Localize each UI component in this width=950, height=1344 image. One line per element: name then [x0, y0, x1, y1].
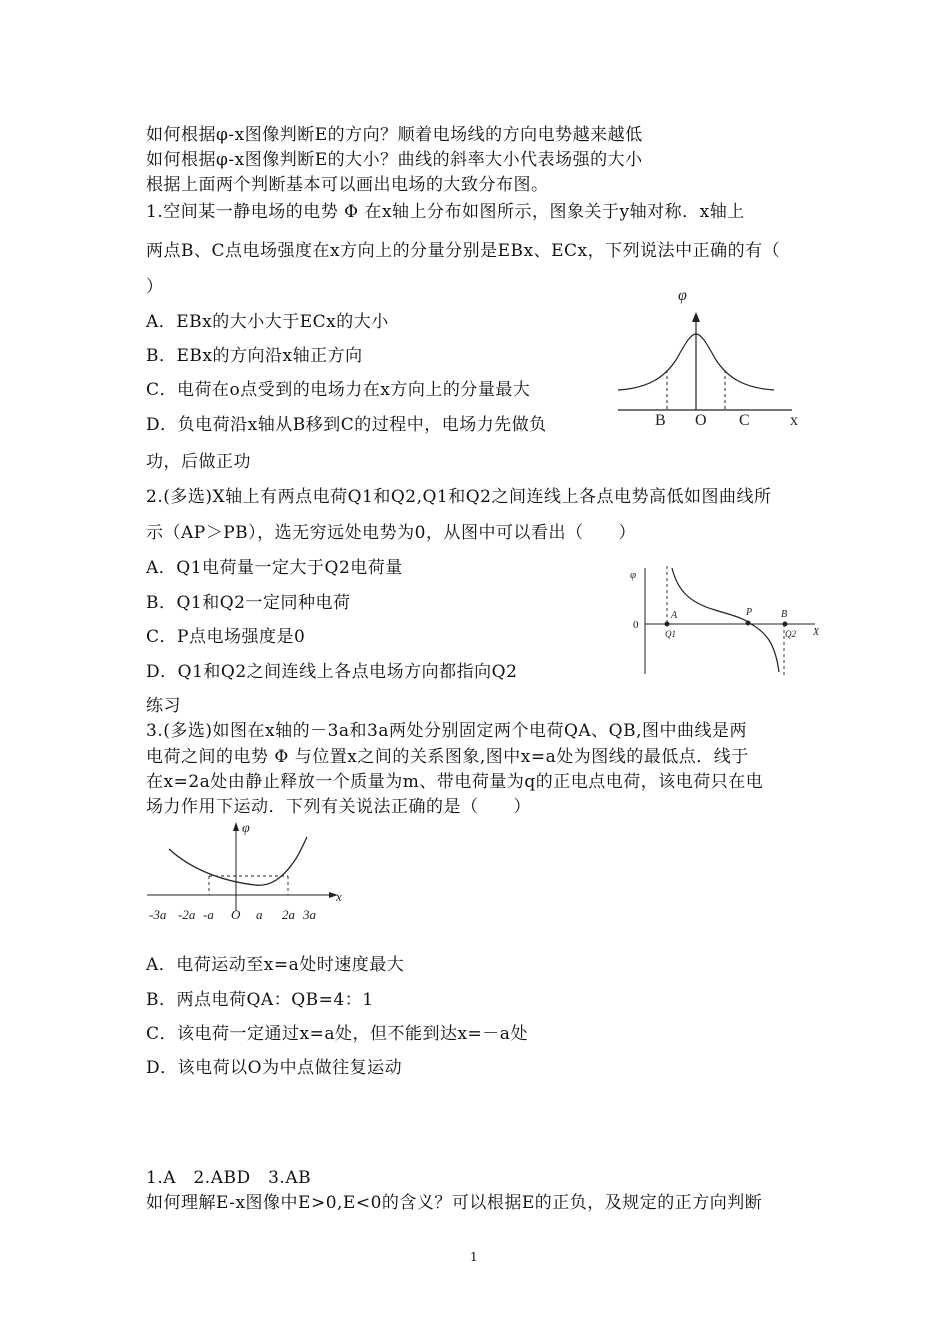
q3-label-x: x: [336, 889, 342, 904]
q2-curve: [672, 568, 779, 672]
q2-label-a: A: [671, 610, 678, 621]
q3-tick-neg2a: -2a: [178, 907, 196, 922]
q2-label-p: P: [746, 607, 753, 618]
q3-stem-4: 场力作用下运动．下列有关说法正确的是（ ）: [146, 797, 531, 817]
q2-label-q2: Q2: [785, 629, 796, 639]
q1-potential-figure: [608, 282, 808, 432]
q1-y-arrow: [692, 312, 700, 322]
q2-stem-2: 示（AP＞PB），选无穷远处电势为0，从图中可以看出（ ）: [146, 523, 636, 543]
q3-curve: [169, 837, 307, 885]
q2-option-b: B．Q1和Q2一定同种电荷: [146, 593, 351, 613]
q3-option-a: A．电荷运动至x=a处时速度最大: [146, 955, 405, 975]
q2-potential-figure: [625, 562, 825, 680]
q1-stem-3: ）: [146, 277, 164, 297]
q3-tick-3a: 3a: [303, 907, 316, 922]
q1-option-d-cont: 功，后做正功: [146, 452, 251, 472]
q3-tick-2a: 2a: [282, 907, 295, 922]
q1-label-o: O: [695, 412, 707, 429]
q3-tick-o: O: [231, 907, 241, 922]
q2-option-c: C．P点电场强度是0: [146, 627, 306, 647]
q3-stem-2: 电荷之间的电势 Φ 与位置x之间的关系图象,图中x=a处为图线的最低点．线于: [146, 747, 749, 767]
practice-heading: 练习: [146, 696, 181, 716]
q2-label-x: X: [813, 627, 820, 638]
q3-option-d: D．该电荷以O为中点做往复运动: [146, 1058, 403, 1078]
q1-option-d: D．负电荷沿x轴从B移到C的过程中，电场力先做负: [146, 415, 547, 435]
q3-option-b: B．两点电荷QA：QB=4：1: [146, 990, 374, 1010]
q1-label-c: C: [739, 412, 750, 429]
q2-point-a: [665, 622, 670, 627]
q2-label-q1: Q1: [665, 629, 676, 639]
q2-option-a: A．Q1电荷量一定大于Q2电荷量: [146, 558, 403, 578]
q3-tick-a: a: [256, 907, 263, 922]
q3-potential-figure: [143, 815, 353, 927]
intro-line-2: 如何根据φ-x图像判断E的大小？曲线的斜率大小代表场强的大小: [146, 150, 643, 170]
q1-option-a: A．EBx的大小大于ECx的大小: [146, 312, 389, 332]
page-number: 1: [470, 1250, 478, 1264]
q2-point-b: [783, 622, 788, 627]
q1-label-b: B: [655, 412, 666, 429]
q2-option-d: D．Q1和Q2之间连线上各点电场方向都指向Q2: [146, 662, 518, 682]
q1-phi-label: φ: [678, 287, 687, 304]
q2-phi-label: φ: [630, 569, 637, 581]
q3-phi-label: φ: [242, 821, 250, 836]
intro-line-1: 如何根据φ-x图像判断E的方向？顺着电场线的方向电势越来越低: [146, 125, 643, 145]
closing-line: 如何理解E-x图像中E>0,E<0的含义？可以根据E的正负，及规定的正方向判断: [146, 1193, 763, 1213]
q1-label-x: x: [790, 412, 798, 429]
q1-option-b: B．EBx的方向沿x轴正方向: [146, 346, 363, 366]
q1-stem-1: 1.空间某一静电场的电势 Φ 在x轴上分布如图所示，图象关于y轴对称．x轴上: [146, 202, 745, 222]
q1-option-c: C．电荷在o点受到的电场力在x方向上的分量最大: [146, 380, 531, 400]
q3-tick-nega: -a: [203, 907, 214, 922]
q3-stem-3: 在x=2a处由静止释放一个质量为m、带电荷量为q的正电点电荷，该电荷只在电: [146, 772, 764, 792]
q2-stem-1: 2.(多选)X轴上有两点电荷Q1和Q2,Q1和Q2之间连线上各点电势高低如图曲线所: [146, 487, 772, 507]
intro-line-3: 根据上面两个判断基本可以画出电场的大致分布图。: [146, 175, 549, 195]
q3-tick-neg3a: -3a: [149, 907, 167, 922]
answer-key: 1.A 2.ABD 3.AB: [146, 1168, 312, 1188]
q1-stem-2: 两点B、C点电场强度在x方向上的分量分别是EBx、ECx，下列说法中正确的有（: [146, 241, 781, 261]
q3-stem-1: 3.(多选)如图在x轴的－3a和3a两处分别固定两个电荷QA、QB,图中曲线是两: [146, 721, 748, 741]
q2-zero-label: 0: [633, 619, 639, 631]
q2-point-p: [746, 621, 751, 626]
q2-label-b: B: [781, 609, 788, 620]
q3-option-c: C．该电荷一定通过x=a处，但不能到达x=－a处: [146, 1024, 528, 1044]
q3-y-arrow: [233, 822, 239, 831]
